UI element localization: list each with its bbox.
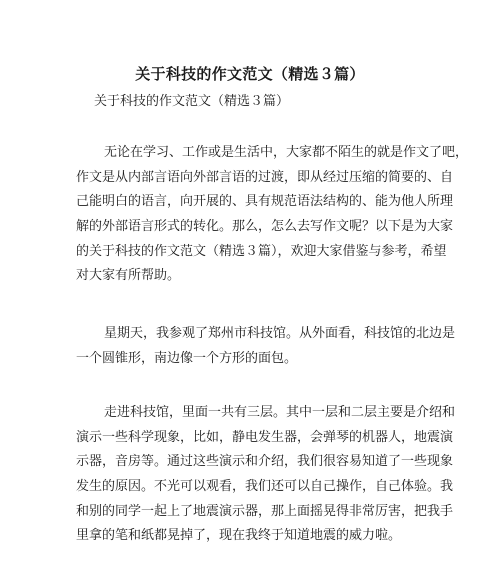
- document-title: 关于科技的作文范文（精选３篇）: [135, 65, 365, 83]
- paragraph-line: 演示一些科学现象，比如，静电发生器，会弹琴的机器人，地震演: [76, 429, 454, 445]
- paragraph-line: 走进科技馆，里面一共有三层。其中一层和二层主要是介绍和: [104, 405, 456, 420]
- paragraph-line: 星期天，我参观了郑州市科技馆。从外面看，科技馆的北边是: [104, 326, 456, 341]
- paragraph-line: 解的外部语言形式的转化。那么，怎么去写作文呢？以下是为大家: [76, 219, 454, 235]
- paragraph-visit: [76, 322, 456, 371]
- paragraph-line: 的关于科技的作文范文（精选３篇），欢迎大家借鉴与参考，希望: [76, 243, 447, 259]
- paragraph-line: 对大家有所帮助。: [76, 268, 181, 284]
- paragraph-line: 无论在学习、工作或是生活中，大家都不陌生的就是作文了吧，: [104, 145, 469, 160]
- paragraph-line: 一个圆锥形，南边像一个方形的面包。: [76, 350, 298, 366]
- document-subtitle: 关于科技的作文范文（精选３篇）: [94, 94, 290, 109]
- paragraph-line: 发生的原因。不光可以观看，我们还可以自己操作，自己体验。我: [76, 479, 454, 495]
- paragraph-intro: [76, 141, 469, 289]
- paragraph-line: 作文是从内部言语向外部言语的过渡，即从经过压缩的简要的、自: [76, 169, 454, 185]
- paragraph-line: 己能明白的语言，向开展的、具有规范语法结构的、能为他人所理: [76, 194, 454, 210]
- paragraph-inside: [76, 401, 456, 549]
- paragraph-line: 示器，音房等。通过这些演示和介绍，我们很容易知道了一些现象: [76, 454, 454, 470]
- paragraph-line: 和别的同学一起上了地震演示器，那上面摇晃得非常厉害，把我手: [76, 503, 454, 519]
- paragraph-line: 里拿的笔和纸都晃掉了，现在我终于知道地震的威力啦。: [76, 528, 402, 544]
